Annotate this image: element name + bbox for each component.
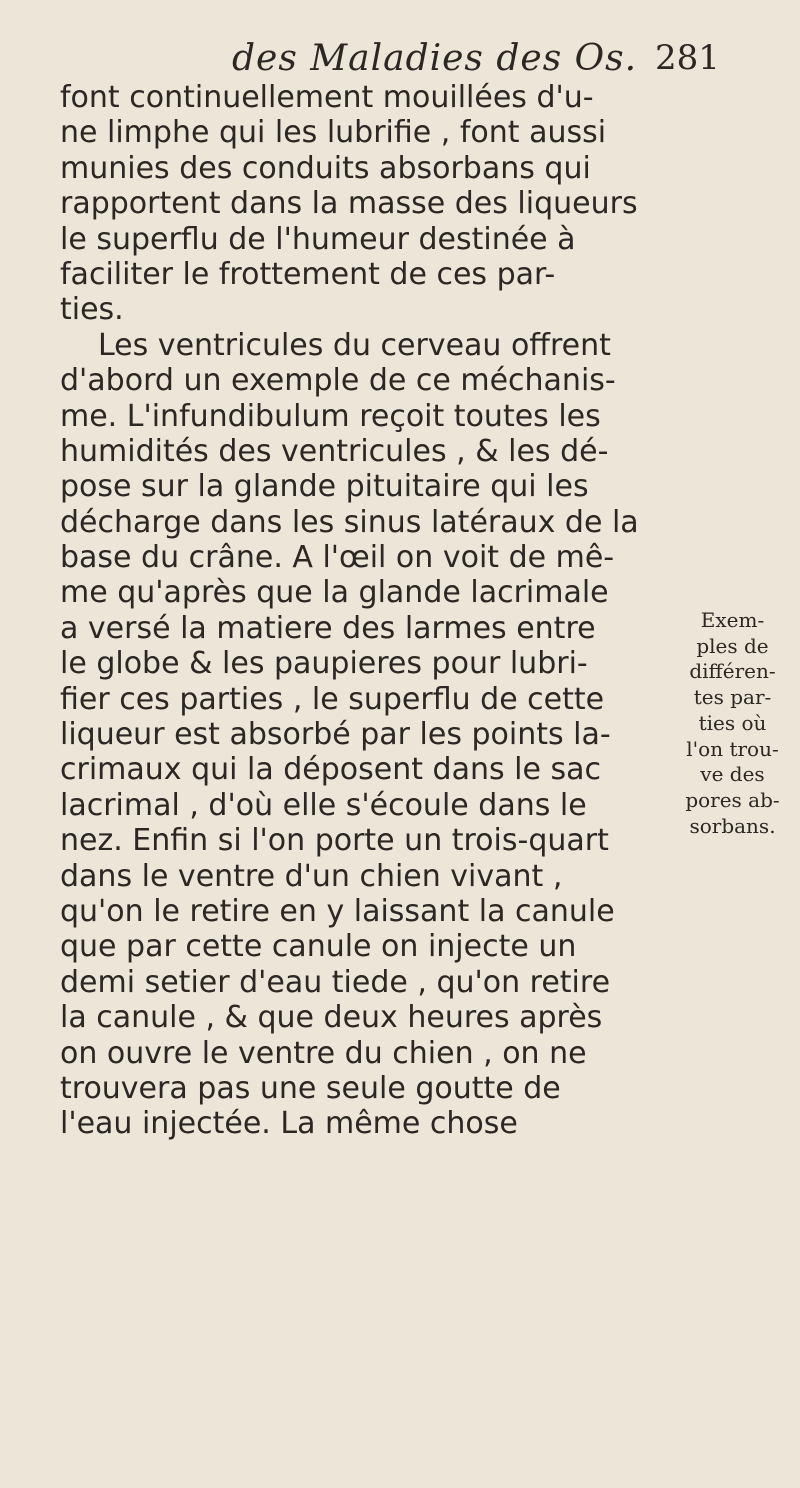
margin-note-line: ties où — [698, 710, 767, 735]
main-text — [60, 80, 660, 1142]
margin-note-line: Exem- — [700, 608, 765, 632]
text-line: l'eau injectée. La même chose — [60, 1106, 518, 1142]
text-line: a versé la matiere des larmes entre — [60, 610, 596, 646]
text-line: font continuellement mouillées d'u- — [60, 80, 594, 115]
text-line: le globe & les paupieres pour lubri- — [60, 646, 588, 682]
margin-note-line: tes par- — [693, 685, 772, 710]
text-line: rapportent dans la masse des liqueurs — [60, 186, 638, 222]
running-title: des Maladies des Os. — [232, 38, 638, 79]
margin-note-line: ve des — [700, 762, 765, 787]
margin-note-line: pores ab- — [685, 787, 780, 812]
margin-note-line: ples de — [696, 633, 769, 658]
text-line: le superflu de l'humeur destinée à — [60, 221, 576, 257]
margin-note-line: l'on trou- — [686, 736, 779, 761]
text-line: liqueur est absorbé par les points la- — [60, 717, 611, 753]
text-line: faciliter le frottement de ces par- — [60, 256, 556, 292]
margin-note-line: sorbans. — [689, 813, 776, 838]
text-line: demi setier d'eau tiede , qu'on retire — [60, 964, 611, 1000]
margin-note — [665, 608, 800, 839]
text-line: humidités des ventricules , & les dé- — [60, 433, 609, 469]
text-line: pose sur la glande pituitaire qui les — [60, 469, 589, 505]
text-line: ties. — [60, 292, 124, 328]
text-line: me. L'infundibulum reçoit toutes les — [60, 398, 601, 434]
paragraph-start-line: Les ventricules du cerveau offrent — [98, 327, 611, 363]
text-line: trouvera pas une seule goutte de — [60, 1070, 561, 1106]
text-line: dans le ventre d'un chien vivant , — [60, 858, 563, 894]
page-number: 281 — [655, 38, 720, 78]
text-line: d'abord un exemple de ce méchanis- — [60, 363, 616, 399]
text-line: base du crâne. A l'œil on voit de mê- — [60, 540, 615, 576]
text-line: nez. Enfin si l'on porte un trois-quart — [60, 823, 609, 859]
text-line: lacrimal , d'où elle s'écoule dans le — [60, 787, 587, 823]
text-line: fier ces parties , le superflu de cette — [60, 681, 605, 717]
text-line: qu'on le retire en y laissant la canule — [60, 893, 615, 929]
text-line: munies des conduits absorbans qui — [60, 150, 591, 186]
text-line: crimaux qui la déposent dans le sac — [60, 752, 601, 788]
text-line: on ouvre le ventre du chien , on ne — [60, 1035, 587, 1071]
text-line: que par cette canule on injecte un — [60, 929, 577, 965]
margin-note-line: différen- — [689, 659, 776, 684]
text-line: ne limphe qui les lubrifie , font aussi — [60, 115, 607, 151]
text-line: décharge dans les sinus latéraux de la — [60, 504, 639, 540]
text-line: la canule , & que deux heures après — [60, 1000, 603, 1036]
text-line: me qu'après que la glande lacrimale — [60, 575, 609, 611]
